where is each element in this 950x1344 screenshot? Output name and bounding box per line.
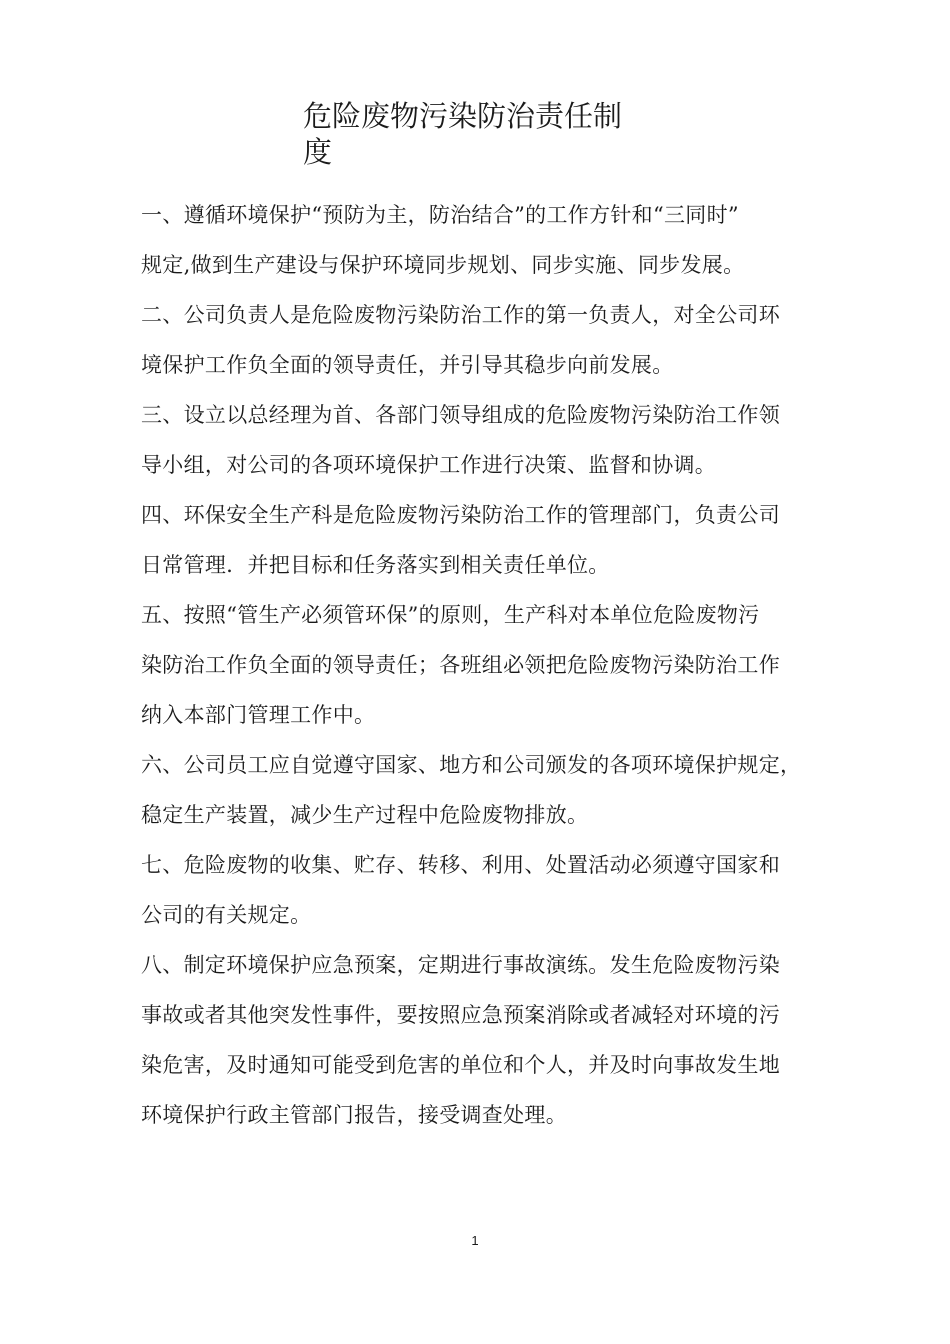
body-line: 四、环保安全生产科是危险废物污染防治工作的管理部门，负责公司 xyxy=(141,503,780,527)
body-line: 三、设立以总经理为首、各部门领导组成的危险废物污染防治工作领 xyxy=(141,403,780,427)
page-number: 1 xyxy=(471,1233,479,1248)
body-line: 境保护工作负全面的领导责任，并引导其稳步向前发展。 xyxy=(141,353,674,377)
body-line: 公司的有关规定。 xyxy=(141,903,312,927)
body-line: 六、公司员工应自觉遵守国家、地方和公司颁发的各项环境保护规定， xyxy=(141,753,802,777)
body-line: 七、危险废物的收集、贮存、转移、利用、处置活动必须遵守国家和 xyxy=(141,853,780,877)
document-body xyxy=(141,190,831,1140)
body-line: 规定,做到生产建设与保护环境同步规划、同步实施、同步发展。 xyxy=(141,253,745,277)
body-line: 纳入本部门管理工作中。 xyxy=(141,703,376,727)
body-line: 一、遵循环境保护“预防为主，防治结合”的工作方针和“三同时” xyxy=(141,203,739,227)
body-line: 染危害，及时通知可能受到危害的单位和个人，并及时向事故发生地 xyxy=(141,1053,780,1077)
title-line-1: 危险废物污染防治责任制 xyxy=(303,99,623,133)
body-line: 环境保护行政主管部门报告，接受调查处理。 xyxy=(141,1103,567,1127)
body-line: 二、公司负责人是危险废物污染防治工作的第一负责人，对全公司环 xyxy=(141,303,780,327)
document-title xyxy=(303,98,633,170)
body-line: 染防治工作负全面的领导责任；各班组必领把危险废物污染防治工作 xyxy=(141,653,780,677)
body-line: 八、制定环境保护应急预案，定期进行事故演练。发生危险废物污染 xyxy=(141,953,780,977)
title-line-2: 度 xyxy=(303,135,333,169)
body-line: 日常管理．并把目标和任务落实到相关责任单位。 xyxy=(141,553,610,577)
body-line: 事故或者其他突发性事件，要按照应急预案消除或者减轻对环境的污 xyxy=(141,1003,780,1027)
body-line: 导小组，对公司的各项环境保护工作进行决策、监督和协调。 xyxy=(141,453,717,477)
body-line: 五、按照“管生产必须管环保”的原则，生产科对本单位危险废物污 xyxy=(141,603,760,627)
body-line: 稳定生产装置，减少生产过程中危险废物排放。 xyxy=(141,803,589,827)
